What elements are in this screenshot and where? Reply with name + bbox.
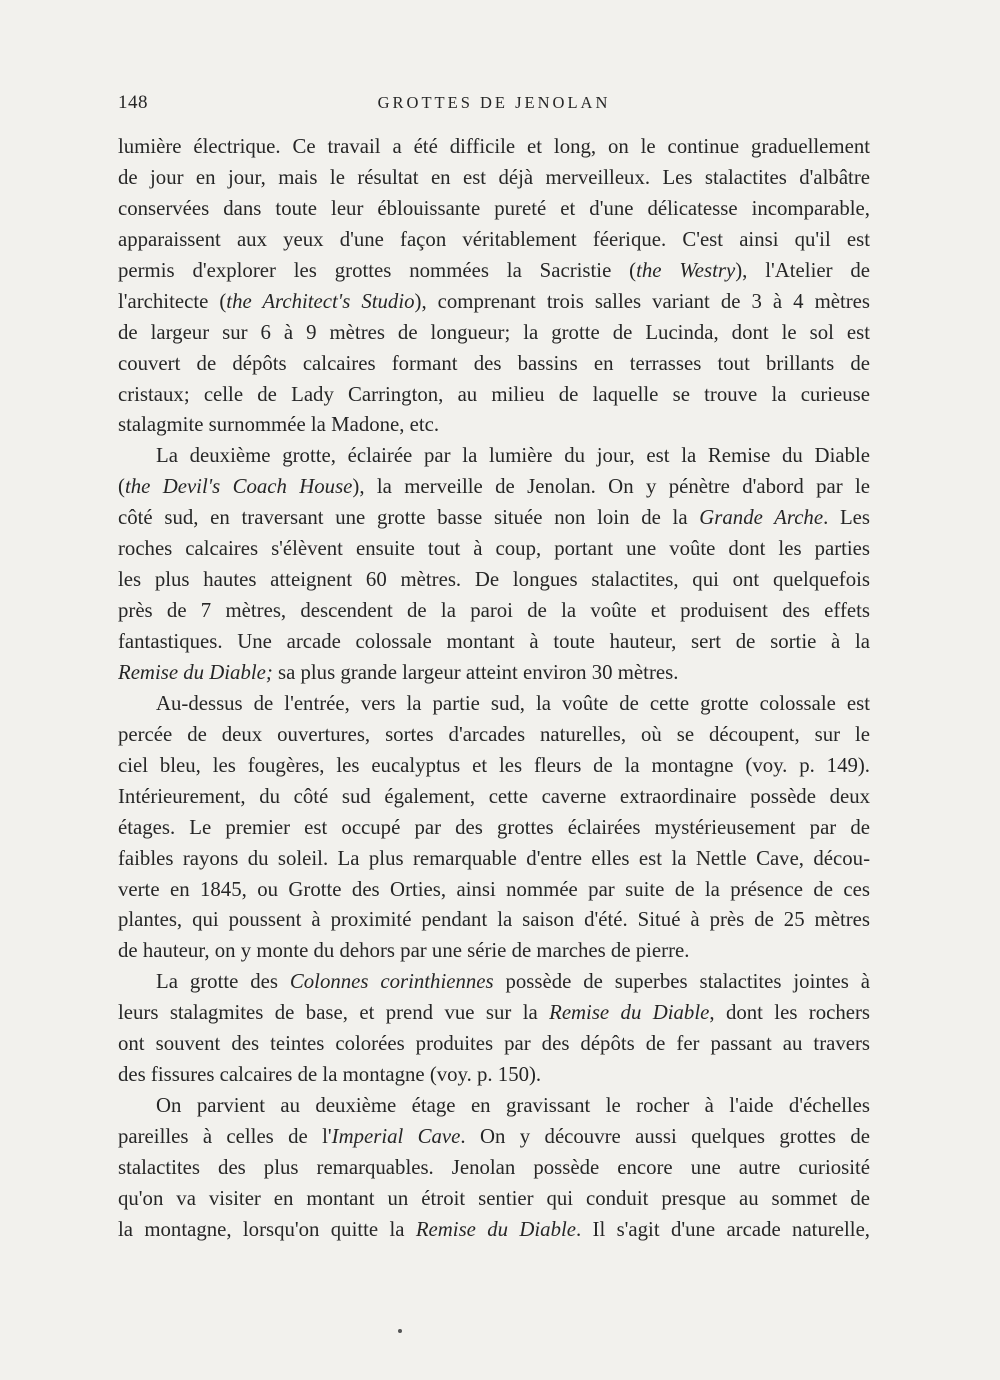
text-run: . On y découvre aussi quelques grottes de <box>460 1125 870 1148</box>
text-run: Au-dessus de l'entrée, vers la partie sud, la voûte de cette grotte colossale est <box>156 691 870 715</box>
running-title: GROTTES DE JENOLAN <box>377 93 611 112</box>
text-run: La grotte des <box>156 970 290 994</box>
text-line <box>118 1060 870 1091</box>
text-line <box>118 1184 870 1215</box>
text-run: pareilles à celles de l' <box>118 1125 332 1148</box>
text-line <box>118 998 870 1029</box>
text-run: La deuxième grotte, éclairée par la lumière du jour, est la Remise du Diable <box>156 444 870 468</box>
text-line <box>118 1215 870 1246</box>
text-line <box>118 503 870 534</box>
text-run: couvert de dépôts calcaires formant des bassins en terrasses tout brillants de <box>118 351 870 375</box>
text-line <box>118 1122 870 1153</box>
print-speck <box>398 1329 402 1333</box>
text-run: ( <box>118 475 125 499</box>
text-run: sa plus grande largeur atteint environ 30 mètres. <box>272 660 679 684</box>
italic-text: the Architect's Studio <box>226 289 415 313</box>
text-line <box>118 967 870 998</box>
text-line <box>118 813 870 844</box>
text-run: plantes, qui poussent à proximité pendant la saison d'été. Situé à près de 25 mètres <box>118 908 870 932</box>
text-line <box>118 751 870 782</box>
text-run: ont souvent des teintes colorées produites par des dépôts de fer passant au travers <box>118 1032 870 1056</box>
text-run: des fissures calcaires de la montagne (voy. p. 150). <box>118 1063 542 1087</box>
text-run: permis d'explorer les grottes nommées la Sacristie ( <box>118 258 637 282</box>
text-run: lumière électrique. Ce travail a été difficile et long, on le continue graduellement <box>118 135 870 158</box>
text-run: ciel bleu, les fougères, les eucalyptus et les fleurs de la montagne (voy. p. 149). <box>118 753 870 777</box>
text-run: leurs stalagmites de base, et prend vue sur la <box>118 1001 550 1025</box>
text-line <box>118 565 870 596</box>
text-run: . Les <box>823 506 870 530</box>
text-line <box>118 782 870 813</box>
text-run: côté sud, en traversant une grotte basse située non loin de la <box>118 506 700 530</box>
text-run: On parvient au deuxième étage en gravissant le rocher à l'aide d'échelles <box>156 1094 870 1118</box>
text-run: ), l'Atelier de <box>735 258 870 282</box>
text-line <box>118 225 870 256</box>
text-line <box>118 627 870 658</box>
text-line <box>118 287 870 318</box>
text-line <box>118 194 870 225</box>
text-line <box>118 658 870 689</box>
body-text <box>118 132 870 1246</box>
italic-text: Grande Arche <box>699 506 824 530</box>
text-run: qu'on va visiter en montant un étroit sentier qui conduit presque au sommet de <box>118 1186 870 1210</box>
text-line <box>118 689 870 720</box>
text-line <box>118 410 870 441</box>
text-run: possède de superbes stalactites jointes à <box>493 970 870 994</box>
text-run: fantastiques. Une arcade colossale montant à toute hauteur, sert de sortie à la <box>118 630 870 653</box>
text-run: l'architecte ( <box>118 289 227 313</box>
text-line <box>118 596 870 627</box>
text-run: stalagmite surnommée la Madone, etc. <box>118 413 440 437</box>
text-line <box>118 936 870 967</box>
text-line <box>118 844 870 875</box>
text-line <box>118 472 870 503</box>
text-line <box>118 132 870 163</box>
text-line <box>118 534 870 565</box>
text-run: roches calcaires s'élèvent ensuite tout à coup, portant une voûte dont les parties <box>118 537 870 561</box>
text-run: de largeur sur 6 à 9 mètres de longueur; la grotte de Lucinda, dont le sol est <box>118 320 870 344</box>
text-run: ), la merveille de Jenolan. On y pénètre d'abord par le <box>352 475 870 499</box>
italic-text: Remise du Diable; <box>118 660 273 684</box>
text-run: conservées dans toute leur éblouissante pureté et d'une délicatesse incomparable, <box>118 196 870 220</box>
text-run: de jour en jour, mais le résultat en est déjà merveilleux. Les stalactites d'albâtre <box>118 165 870 189</box>
page-number: 148 <box>118 92 148 113</box>
text-run: ), comprenant trois salles variant de 3 à 4 mètres <box>414 289 870 313</box>
italic-text: the Devil's Coach House <box>124 475 353 499</box>
text-line <box>118 380 870 411</box>
text-run: percée de deux ouvertures, sortes d'arcades naturelles, où se découpent, sur le <box>118 722 870 746</box>
text-line <box>118 318 870 349</box>
text-run: étages. Le premier est occupé par des grottes éclairées mystérieusement par de <box>118 815 870 839</box>
text-line <box>118 1029 870 1060</box>
text-line <box>118 256 870 287</box>
italic-text: Imperial Cave <box>331 1125 461 1148</box>
text-run: , dont les rochers <box>709 1001 870 1025</box>
text-run: faibles rayons du soleil. La plus remarquable d'entre elles est la Nettle Cave, décou- <box>118 846 870 870</box>
text-run: cristaux; celle de Lady Carrington, au milieu de laquelle se trouve la curieuse <box>118 382 870 406</box>
text-run: . Il s'agit d'une arcade naturelle, <box>575 1217 870 1241</box>
text-line <box>118 1153 870 1184</box>
text-line <box>118 1091 870 1122</box>
italic-text: Colonnes corinthiennes <box>289 970 494 994</box>
text-run: la montagne, lorsqu'on quitte la <box>118 1217 416 1241</box>
text-run: Intérieurement, du côté sud également, cette caverne extraordinaire possède deux <box>118 784 870 808</box>
text-run: verte en 1845, ou Grotte des Orties, ainsi nommée par suite de la présence de ces <box>118 877 870 901</box>
text-line <box>118 163 870 194</box>
text-run: de hauteur, on y monte du dehors par une série de marches de pierre. <box>118 939 690 963</box>
text-line <box>118 875 870 906</box>
text-line <box>118 905 870 936</box>
text-run: stalactites des plus remarquables. Jenolan possède encore une autre curiosité <box>118 1155 870 1179</box>
italic-text: the Westry <box>636 258 736 282</box>
text-run: près de 7 mètres, descendent de la paroi de la voûte et produisent des effets <box>118 599 870 623</box>
text-line <box>118 349 870 380</box>
text-run: apparaissent aux yeux d'une façon véritablement féerique. C'est ainsi qu'il est <box>118 227 870 251</box>
italic-text: Remise du Diable <box>549 1001 710 1025</box>
page-header <box>118 92 870 122</box>
text-line <box>118 441 870 472</box>
text-run: les plus hautes atteignent 60 mètres. De longues stalactites, qui ont quelquefois <box>118 568 870 592</box>
italic-text: Remise du Diable <box>415 1217 576 1241</box>
text-line <box>118 720 870 751</box>
